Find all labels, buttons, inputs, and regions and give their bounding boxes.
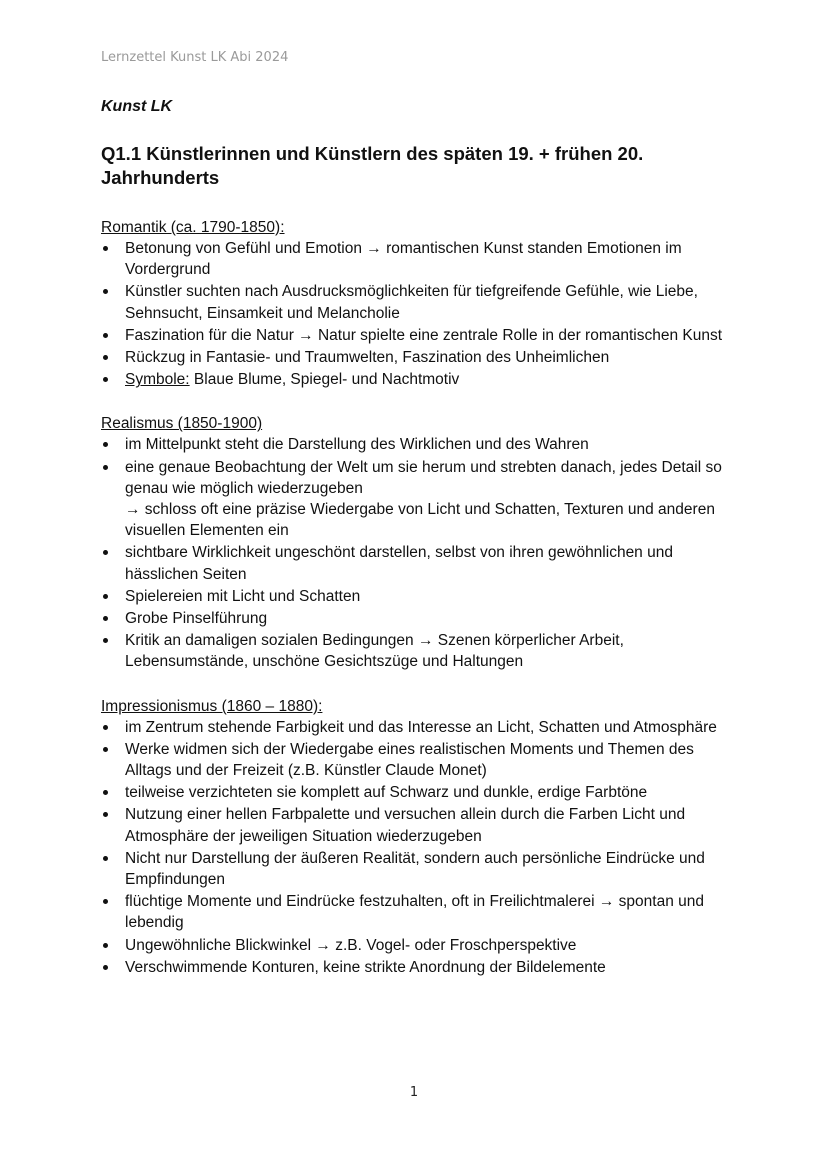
subject-heading: Kunst LK	[101, 98, 173, 115]
section-heading-realismus: Realismus (1850-1900)	[101, 415, 263, 433]
list-item: Grobe Pinselführung	[101, 608, 741, 629]
list-item-symbole	[101, 369, 741, 390]
list-item-sub-text: → schloss oft eine präzise Wiedergabe von Licht und Schatten, Texturen und anderen visuellen Elementen ein	[125, 501, 715, 540]
list-item: im Zentrum stehende Farbigkeit und das Interesse an Licht, Schatten und Atmosphäre	[101, 717, 741, 738]
list-item: Faszination für die Natur → Natur spielte eine zentrale Rolle in der romantischen Kunst	[101, 325, 741, 346]
section-heading-romantik: Romantik (ca. 1790-1850):	[101, 219, 285, 236]
list-item: Betonung von Gefühl und Emotion → romantischen Kunst standen Emotionen im Vordergrund	[101, 238, 741, 280]
page-number: 1	[409, 1085, 419, 1100]
document-title: Q1.1 Künstlerinnen und Künstlern des späten 19. + frühen 20. Jahrhunderts	[101, 143, 644, 188]
section-heading-impressionismus: Impressionismus (1860 – 1880):	[101, 697, 323, 715]
section-realismus	[101, 413, 741, 672]
list-item: Werke widmen sich der Wiedergabe eines realistischen Moments und Themen des Alltags und der Freizeit (z.B. Künstler Claude Monet)	[101, 739, 741, 781]
list-item: im Mittelpunkt steht die Darstellung des Wirklichen und des Wahren	[101, 434, 741, 455]
list-item: flüchtige Momente und Eindrücke festzuhalten, oft in Freilichtmalerei → spontan und lebendig	[101, 891, 741, 933]
list-item: sichtbare Wirklichkeit ungeschönt darstellen, selbst von ihren gewöhnlichen und hässlichen Seiten	[101, 542, 741, 584]
list-item: Kritik an damaligen sozialen Bedingungen → Szenen körperlicher Arbeit, Lebensumstände, unschöne Gesichtszüge und Haltungen	[101, 630, 741, 672]
bullet-list-impressionismus	[101, 717, 741, 978]
list-item: Verschwimmende Konturen, keine strikte Anordnung der Bildelemente	[101, 957, 741, 978]
page-header: Lernzettel Kunst LK Abi 2024	[101, 50, 289, 65]
list-item: Spielereien mit Licht und Schatten	[101, 586, 741, 607]
bullet-list-romantik	[101, 238, 741, 390]
list-item: Nicht nur Darstellung der äußeren Realität, sondern auch persönliche Eindrücke und Empfindungen	[101, 848, 741, 890]
list-item: Künstler suchten nach Ausdrucksmöglichkeiten für tiefgreifende Gefühle, wie Liebe, Sehnsucht, Einsamkeit und Melancholie	[101, 281, 741, 323]
list-item: Rückzug in Fantasie- und Traumwelten, Faszination des Unheimlichen	[101, 347, 741, 368]
bullet-list-realismus	[101, 434, 741, 672]
list-item: Nutzung einer hellen Farbpalette und versuchen allein durch die Farben Licht und Atmosphäre der jeweiligen Situation wiederzugeben	[101, 804, 741, 846]
list-item: teilweise verzichteten sie komplett auf Schwarz und dunkle, erdige Farbtöne	[101, 782, 741, 803]
section-impressionismus	[101, 696, 741, 978]
symbol-text: Blaue Blume, Spiegel- und Nachtmotiv	[189, 371, 460, 389]
list-item-main-text: eine genaue Beobachtung der Welt um sie herum und strebten danach, jedes Detail so genau wie möglich wiederzugeben	[125, 458, 722, 497]
section-romantik	[101, 217, 741, 390]
list-item-detail	[101, 457, 741, 542]
document-body	[101, 98, 741, 1001]
list-item: Ungewöhnliche Blickwinkel → z.B. Vogel- oder Froschperspektive	[101, 935, 741, 956]
symbol-label: Symbole:	[125, 371, 190, 389]
